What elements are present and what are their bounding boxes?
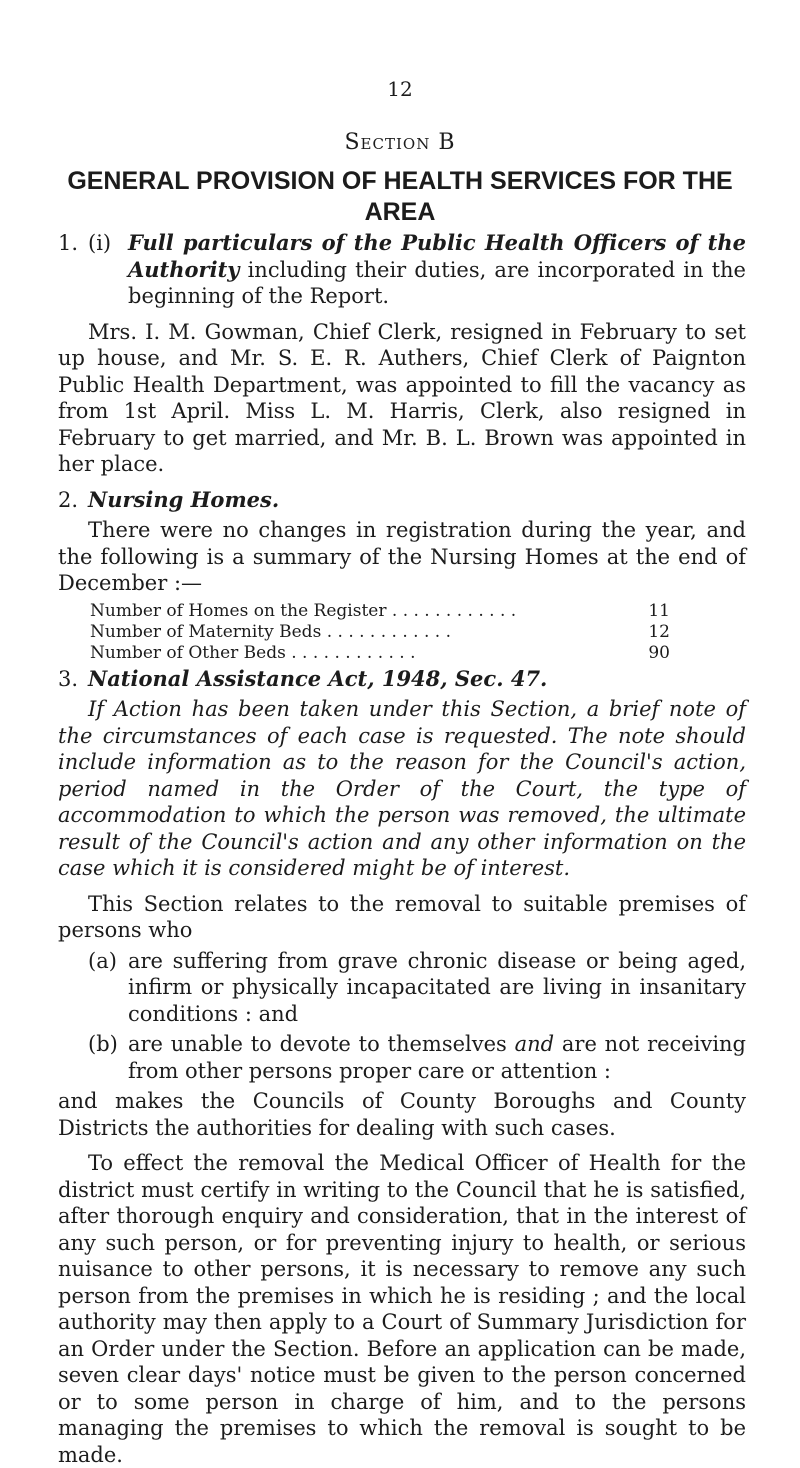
item-1-title-text — [128, 230, 746, 310]
item-1 — [58, 230, 746, 310]
item-3-title: National Assistance Act, 1948, Sec. 47. — [88, 665, 548, 691]
item-1-number: 1. — [58, 231, 79, 255]
item-2-title: Nursing Homes. — [88, 486, 280, 512]
item-3-intro: This Section relates to the removal to suitable premises of persons who — [58, 891, 746, 942]
list-item — [88, 1031, 746, 1084]
item-1-title-rest: including their duties, are incorporated in the beginning of the Report. — [128, 257, 746, 308]
item-1-sub-label: (i) — [88, 231, 112, 255]
list-text-before: are unable to devote to themselves — [128, 1032, 515, 1056]
list-marker: (a) — [88, 948, 117, 973]
stat-value: 12 — [648, 621, 670, 642]
main-heading: GENERAL PROVISION OF HEALTH SERVICES FOR THE AREA — [67, 167, 733, 226]
nursing-homes-table — [90, 601, 670, 664]
item-3-after-list: and makes the Councils of County Boroughs and County Districts the authorities for dealing with such cases. — [58, 1089, 746, 1140]
page-number: 12 — [387, 77, 413, 101]
stat-value: 11 — [648, 600, 670, 621]
document-body — [58, 230, 746, 1468]
item-2 — [58, 487, 746, 514]
item-2-paragraph: There were no changes in registration during the year, and the following is a summary of the Nursing Homes at the end of December :— — [58, 518, 746, 595]
item-3-final-paragraph: To effect the removal the Medical Officer of Health for the district must certify in writing to the Council that he is satisfied, after thorough enquiry and consideration, that in the interest of any such person, or for preventing injury to health, or serious nuisance to other persons, it is necessary to remove any such person from the premises in which he is residing ; and the local authority may then apply to a Court of Summary Jurisdiction for an Order under the Section. Before an application can be made, seven clear days' notice must be given to the person concerned or to some person in charge of him, and to the persons managing the premises to which the removal is sought to be made. — [58, 1151, 746, 1467]
section-label: Section B — [344, 130, 456, 155]
list-item — [88, 948, 746, 1028]
list-text-after: are not receiving from other persons proper care or attention : — [128, 1032, 746, 1083]
table-row — [90, 601, 670, 622]
stat-label: Number of Maternity Beds . . . — [90, 622, 520, 643]
item-3-number: 3. — [58, 666, 79, 691]
table-row — [90, 643, 670, 664]
item-3 — [58, 666, 746, 693]
table-row — [90, 622, 670, 643]
list-text: are suffering from grave chronic disease or being aged, infirm or physically incapacitated are living in insanitary conditions : and — [128, 948, 746, 1026]
stat-value: 90 — [648, 642, 670, 663]
item-1-title: Full particulars of the Public Health Officers of the Authority — [128, 230, 746, 282]
item-1-paragraph: Mrs. I. M. Gowman, Chief Clerk, resigned in February to set up house, and Mr. S. E. R. Authers, Chief Clerk of Paignton Public Health Department, was appointed to fill the vacancy as from 1st April. Miss L. M. Harris, Clerk, also resigned in February to get married, and Mr. B. L. Brown was appointed in her place. — [58, 319, 746, 476]
stat-label: Number of Other Beds . . . — [90, 643, 520, 664]
item-3-instruction: If Action has been taken under this Section, a brief note of the circumstances of each case is requested. The note should include information as to the reason for the Council's action, period named in the Order of the Court, the type of accommodation to which the person was removed, the ultimate result of the Council's action and any other information on the case which it is considered might be of interest. — [58, 697, 746, 880]
stat-label: Number of Homes on the Register . . . — [90, 601, 520, 622]
list-text — [128, 1031, 746, 1084]
item-2-number: 2. — [58, 487, 79, 512]
list-text-emphasis: and — [514, 1032, 555, 1056]
list-marker: (b) — [88, 1032, 118, 1056]
